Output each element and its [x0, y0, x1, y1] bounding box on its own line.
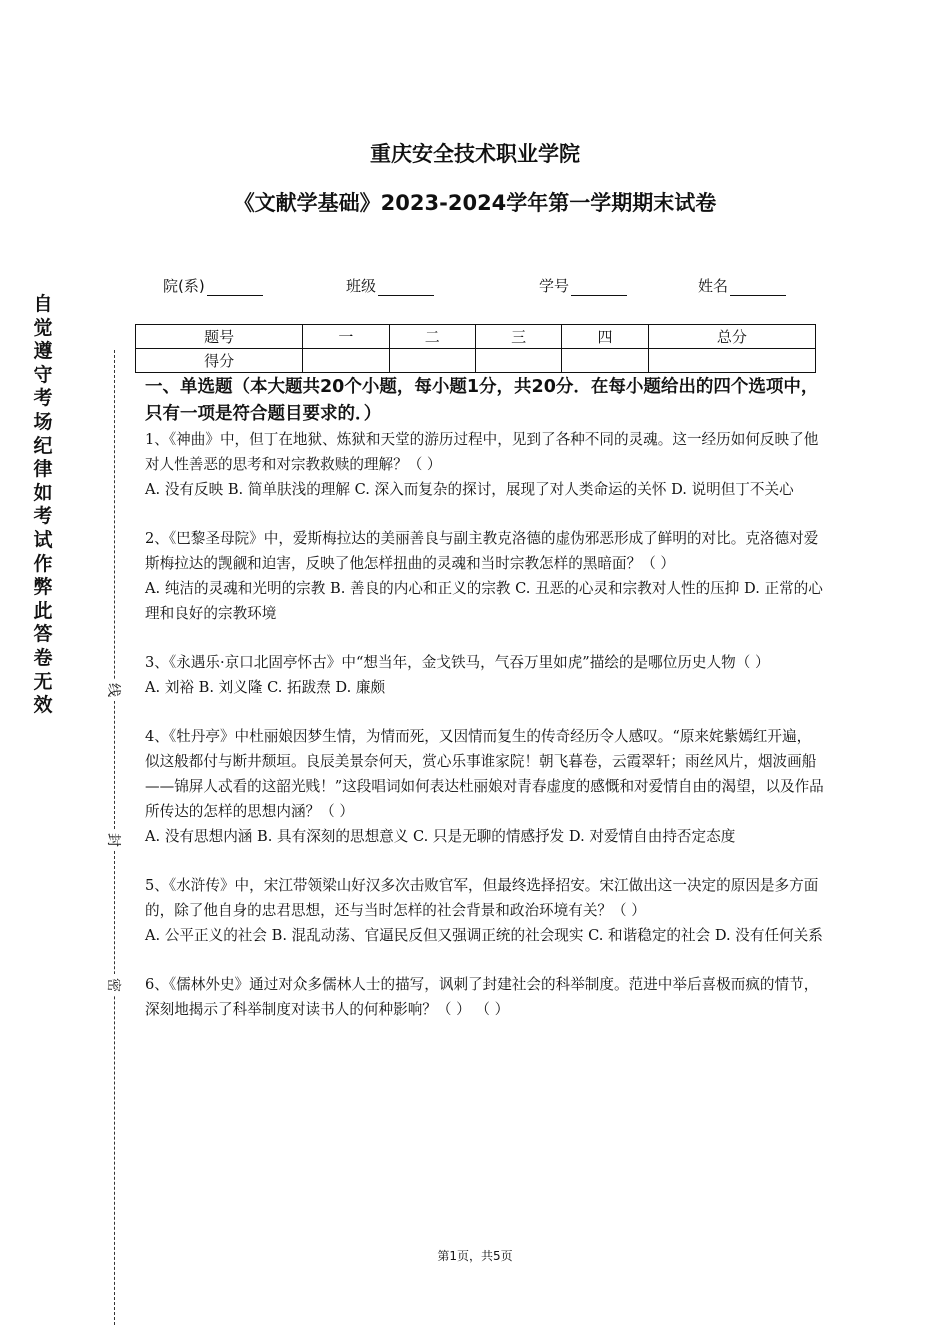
school-title: 重庆安全技术职业学院 — [370, 142, 580, 166]
score-entry-cell — [475, 349, 561, 373]
score-entry-cell — [389, 349, 475, 373]
score-cell: 得分 — [136, 349, 303, 373]
question-item — [145, 526, 825, 626]
question-stem: 1、《神曲》中，但丁在地狱、炼狱和天堂的游历过程中，见到了各种不同的灵魂。这一经历如何反映了他对人性善恶的思考和对宗教救赎的理解？（ ） — [145, 431, 819, 473]
score-cell: 一 — [303, 325, 389, 349]
class-field: 班级 — [346, 275, 434, 296]
question-stem: 4、《牡丹亭》中杜丽娘因梦生情，为情而死，又因情而复生的传奇经历令人感叹。“原来姹紫嫣红开遍，似这般都付与断井颓垣。良辰美景奈何天，赏心乐事谁家院！朝飞暮卷，云霞翠轩；雨丝风片，烟波画船——锦屏人忒看的这韶光贱！”这段唱词如何表达杜丽娘对青春虚度的感慨和对爱情自由的渴望，以及作品所传达的怎样的思想内涵？（ ） — [145, 728, 824, 820]
score-entry-cell — [562, 349, 648, 373]
question-options: A. 没有思想内涵 B. 具有深刻的思想意义 C. 只是无聊的情感抒发 D. 对爱情自由持否定态度 — [145, 828, 736, 845]
question-stem: 2、《巴黎圣母院》中，爱斯梅拉达的美丽善良与副主教克洛德的虚伪邪恶形成了鲜明的对比。克洛德对爱斯梅拉达的觊觎和迫害，反映了他怎样扭曲的灵魂和当时宗教怎样的黑暗面？（ ） — [145, 530, 819, 572]
score-entry-cell — [303, 349, 389, 373]
cut-line-char-seal: 封 — [104, 829, 124, 851]
score-table — [135, 324, 816, 373]
class-blank — [378, 280, 434, 296]
score-cell: 题号 — [136, 325, 303, 349]
question-options: A. 公平正义的社会 B. 混乱动荡、官逼民反但又强调正统的社会现实 C. 和谐稳定的社会 D. 没有任何关系 — [145, 927, 823, 944]
score-entry-cell — [648, 349, 815, 373]
student-id-field: 学号 — [539, 275, 627, 296]
page-footer: 第1页，共5页 — [437, 1249, 513, 1263]
department-field: 院(系) — [163, 275, 263, 296]
name-blank — [730, 280, 786, 296]
score-cell: 四 — [562, 325, 648, 349]
question-list — [145, 427, 825, 1046]
question-stem: 5、《水浒传》中，宋江带领梁山好汉多次击败官军，但最终选择招安。宋江做出这一决定的原因是多方面的，除了他自身的忠君思想，还与当时怎样的社会背景和政治环境有关？（ ） — [145, 877, 819, 919]
question-options: A. 纯洁的灵魂和光明的宗教 B. 善良的内心和正义的宗教 C. 丑恶的心灵和宗教对人性的压抑 D. 正常的心理和良好的宗教环境 — [145, 580, 823, 622]
exam-title: 《文献学基础》2023-2024学年第一学期期末试卷 — [233, 191, 717, 215]
question-item — [145, 972, 825, 1022]
department-blank — [207, 280, 263, 296]
question-options: A. 没有反映 B. 简单肤浅的理解 C. 深入而复杂的探讨，展现了对人类命运的关怀 D. 说明但丁不关心 — [145, 481, 794, 498]
score-cell: 总分 — [648, 325, 815, 349]
score-table-score-row — [136, 349, 816, 373]
question-item — [145, 427, 825, 502]
question-item — [145, 724, 825, 849]
question-item — [145, 650, 825, 700]
exam-rules-note: 自觉遵守考场纪律如考试作弊此答卷无效 — [33, 293, 53, 717]
section-heading: 一、单选题（本大题共20个小题，每小题1分，共20分．在每小题给出的四个选项中，只有一项是符合题目要求的．） — [145, 377, 819, 424]
question-options: A. 刘裕 B. 刘义隆 C. 拓跋焘 D. 廉颇 — [145, 679, 386, 696]
question-stem: 3、《永遇乐·京口北固亭怀古》中“想当年，金戈铁马，气吞万里如虎”描绘的是哪位历史人物（ ） — [145, 654, 770, 671]
student-id-blank — [571, 280, 627, 296]
score-table-header-row — [136, 325, 816, 349]
question-stem: 6、《儒林外史》通过对众多儒林人士的描写，讽刺了封建社会的科举制度。范进中举后喜极而疯的情节，深刻地揭示了科举制度对读书人的何种影响？（ ） （ ） — [145, 976, 819, 1018]
cut-line-char-secret: 密 — [104, 974, 124, 996]
name-field: 姓名 — [698, 275, 786, 296]
score-cell: 三 — [475, 325, 561, 349]
score-cell: 二 — [389, 325, 475, 349]
cut-line-char-line: 线 — [104, 679, 124, 701]
question-item — [145, 873, 825, 948]
